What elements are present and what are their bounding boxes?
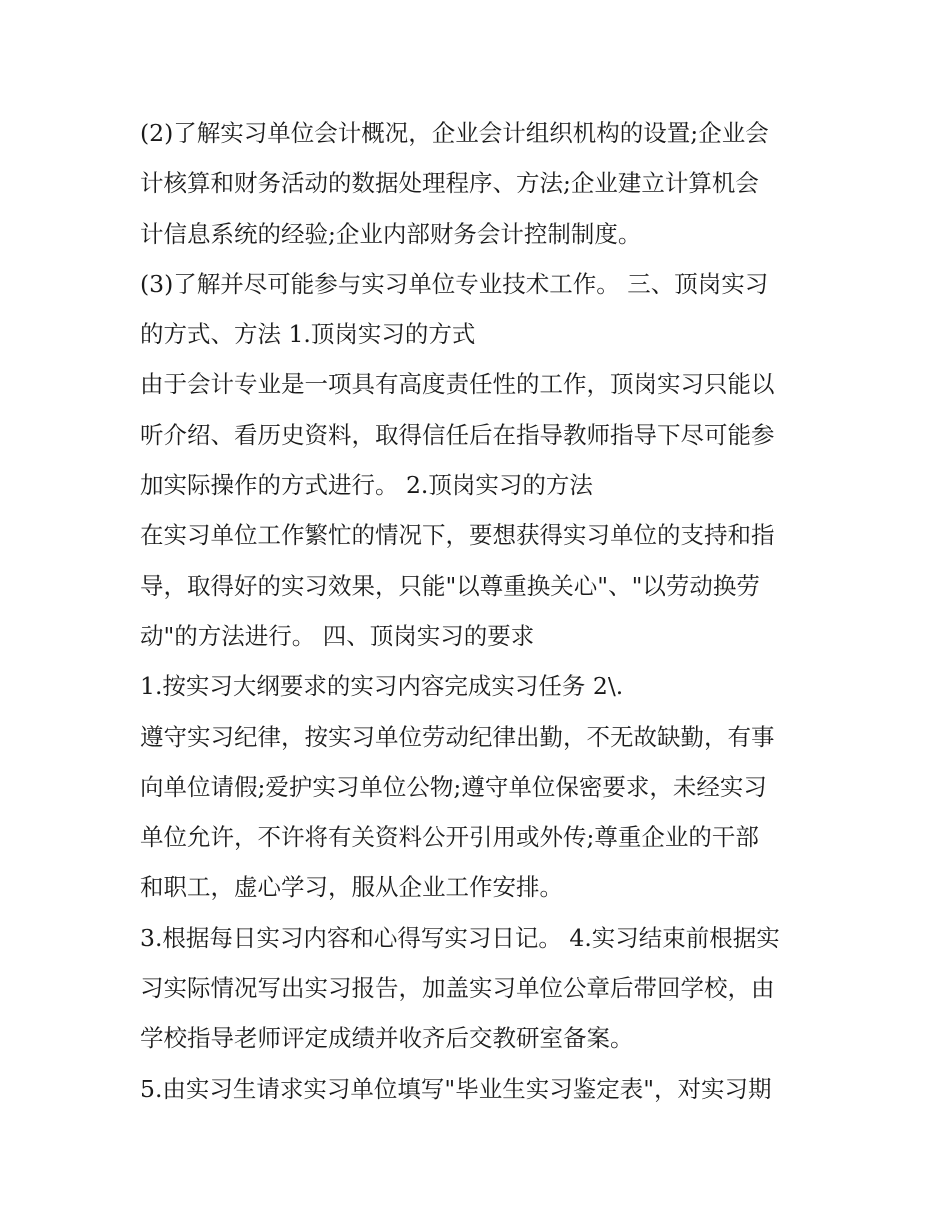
- text-line: 加实际操作的方式进行。 2.顶岗实习的方法: [140, 471, 593, 500]
- text-line: 学校指导老师评定成绩并收齐后交教研室备案。: [140, 1024, 634, 1053]
- text-line: 计核算和财务活动的数据处理程序、方法;企业建立计算机会: [140, 169, 759, 198]
- text-line: 动"的方法进行。 四、顶岗实习的要求: [140, 621, 535, 650]
- text-line: 向单位请假;爱护实习单位公物;遵守单位保密要求，未经实习: [140, 772, 767, 801]
- text-line: 习实际情况写出实习报告，加盖实习单位公章后带回学校，由: [140, 974, 775, 1003]
- text-line: 1.按实习大纲要求的实习内容完成实习任务 2\.: [140, 672, 624, 701]
- text-line: 由于会计专业是一项具有高度责任性的工作，顶岗实习只能以: [140, 370, 775, 399]
- text-line: 的方式、方法 1.顶岗实习的方式: [140, 320, 476, 349]
- text-line: 听介绍、看历史资料，取得信任后在指导教师指导下尽可能参: [140, 420, 775, 449]
- text-line: (3)了解并尽可能参与实习单位专业技术工作。 三、顶岗实习: [140, 269, 769, 298]
- text-line: 遵守实习纪律，按实习单位劳动纪律出勤，不无故缺勤，有事: [140, 722, 775, 751]
- text-line: (2)了解实习单位会计概况，企业会计组织机构的设置;企业会: [140, 119, 769, 147]
- text-line: 3.根据每日实习内容和心得写实习日记。 4.实习结束前根据实: [140, 923, 780, 952]
- text-line: 和职工，虚心学习，服从企业工作安排。: [140, 873, 563, 902]
- text-line: 计信息系统的经验;企业内部财务会计控制制度。: [140, 219, 642, 248]
- text-line: 单位允许，不许将有关资料公开引用或外传;尊重企业的干部: [140, 823, 759, 852]
- document-body: [140, 108, 820, 1114]
- text-line: 5.由实习生请求实习单位填写"毕业生实习鉴定表"，对实习期: [140, 1074, 772, 1103]
- text-line: 导，取得好的实习效果，只能"以尊重换关心"、"以劳动换劳: [140, 571, 760, 600]
- text-line: 在实习单位工作繁忙的情况下，要想获得实习单位的支持和指: [140, 521, 775, 550]
